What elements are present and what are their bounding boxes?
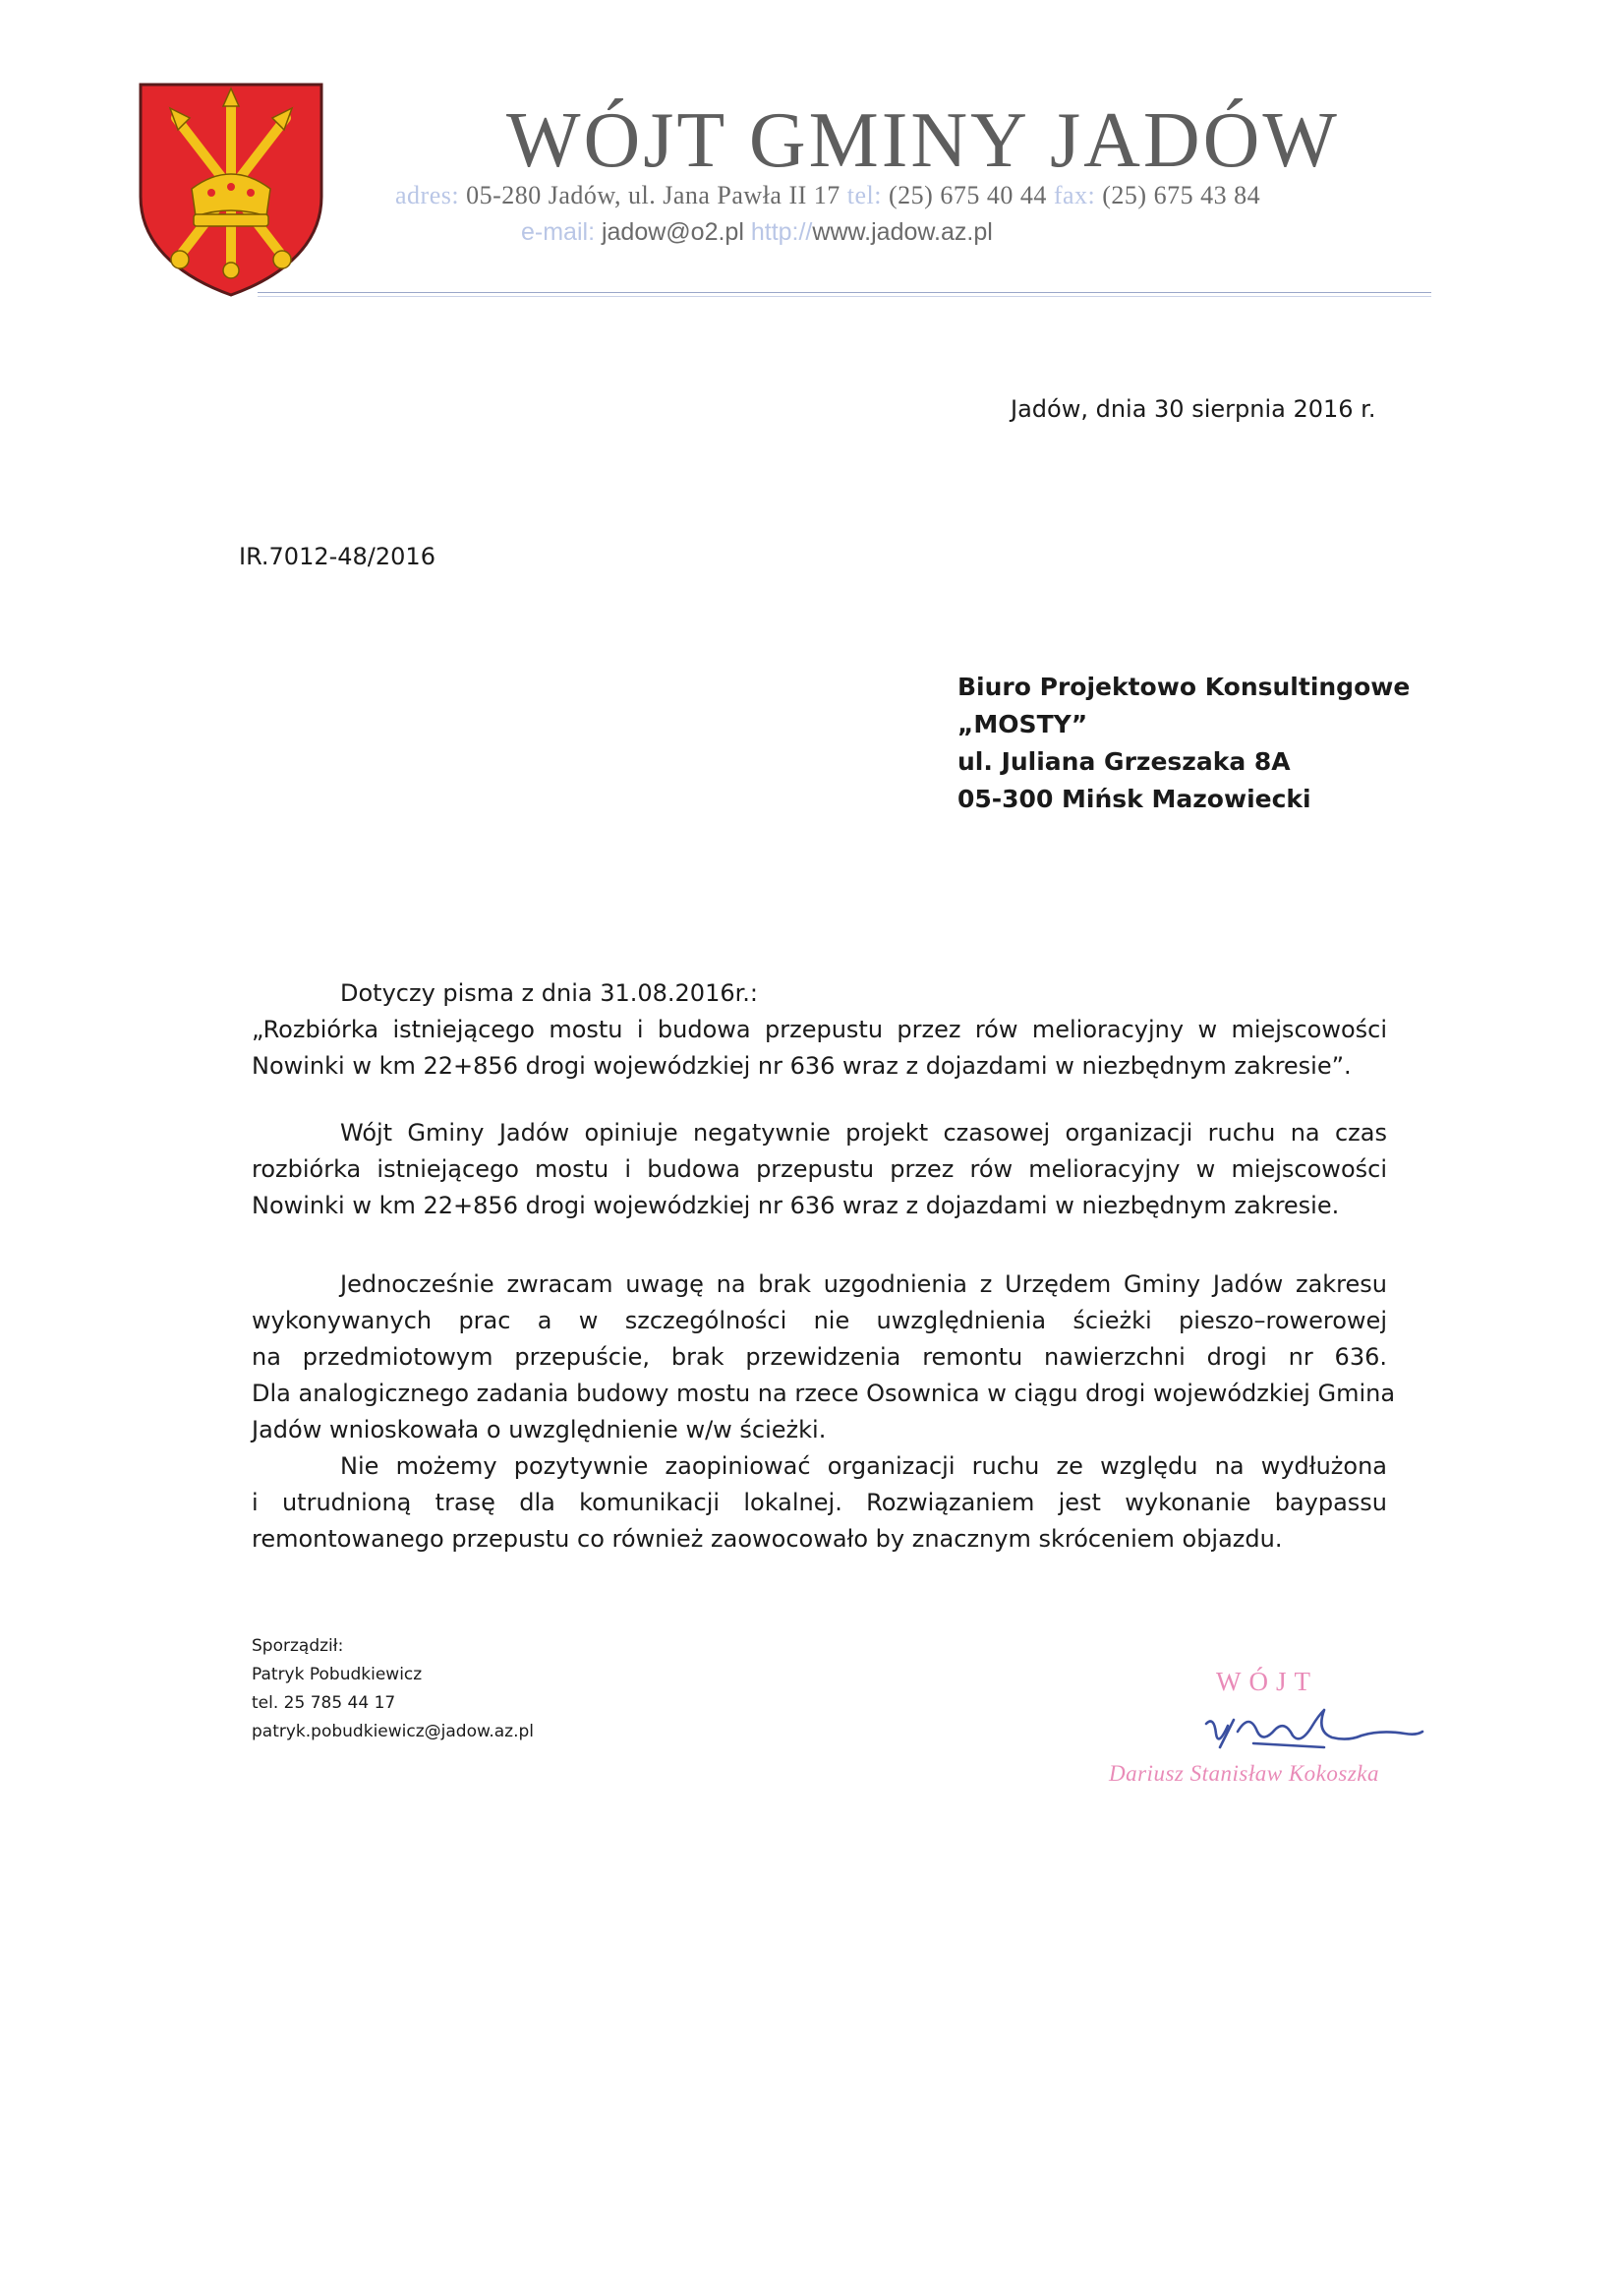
paragraph-line [252,1448,1387,1485]
subject-line-1: „Rozbiórka istniejącego mostu i budowa przepustu przez rów melioracyjny w miejscowości [252,1016,1387,1043]
letterhead-contact-line [395,181,1260,210]
paragraph-line: remontowanego przepustu co również zaowocowało by znacznym skróceniem objazdu. [252,1525,1283,1553]
letterhead-address: 05-280 Jadów, ul. Jana Pawła II 17 [466,181,840,209]
subject-intro [252,975,1387,1012]
signature-icon [1194,1686,1430,1765]
letterhead-website[interactable]: www.jadow.az.pl [812,218,993,246]
letterhead-tel: (25) 675 40 44 [889,181,1047,209]
letterhead-fax: (25) 675 43 84 [1102,181,1261,209]
address-label: adres: [395,181,460,209]
prepared-by-label: Sporządził: [252,1636,344,1656]
paragraph-line: i utrudnioną trasę dla komunikacji lokalnej. Rozwiązaniem jest wykonanie baypassu [252,1489,1387,1516]
subject-paragraph [252,975,1387,1085]
recipient-line-2: „MOSTY” [957,710,1088,738]
subject-intro-text: Dotyczy pisma z dnia 31.08.2016r.: [340,979,758,1007]
paragraph-opinion [252,1115,1387,1224]
paragraph-line-text: Wójt Gminy Jadów opiniuje negatywnie projekt czasowej organizacji ruchu na czas [340,1119,1387,1147]
paragraph-line: Nowinki w km 22+856 drogi wojewódzkiej nr 636 wraz z dojazdami w niezbędnym zakresie. [252,1192,1340,1219]
tel-label: tel: [846,181,882,209]
paragraph-line [252,1115,1387,1151]
letterhead-title: WÓJT GMINY JADÓW [506,97,1340,184]
paragraph-remarks [252,1266,1396,1448]
paragraph-line-text: Jednocześnie zwracam uwagę na brak uzgodnienia z Urzędem Gminy Jadów zakresu [340,1270,1387,1298]
letter-date: Jadów, dnia 30 sierpnia 2016 r. [1011,395,1376,423]
subject-line-2: Nowinki w km 22+856 drogi wojewódzkiej nr 636 wraz z dojazdami w niezbędnym zakresie”. [252,1052,1352,1080]
email-label: e-mail: [521,218,596,246]
paragraph-line-text: Nie możemy pozytywnie zaopiniować organizacji ruchu ze względu na wydłużona [340,1452,1387,1480]
prepared-by-email[interactable]: patryk.pobudkiewicz@jadow.az.pl [252,1722,534,1741]
recipient-address [957,669,1410,818]
paragraph-line [252,1266,1387,1303]
reference-number: IR.7012-48/2016 [239,543,435,570]
paragraph-line: na przedmiotowym przepuście, brak przewidzenia remontu nawierzchni drogi nr 636. [252,1343,1387,1371]
prepared-by-name: Patryk Pobudkiewicz [252,1665,423,1684]
paragraph-line: Jadów wnioskowała o uwzględnienie w/w ścieżki. [252,1416,827,1443]
letterhead-email[interactable]: jadow@o2.pl [601,218,744,246]
paragraph-line: wykonywanych prac a w szczególności nie uwzględnienia ścieżki pieszo–rowerowej [252,1307,1387,1334]
prepared-by-block [252,1632,534,1746]
coat-of-arms-icon [135,79,327,300]
paragraph-line: rozbiórka istniejącego mostu i budowa przepustu przez rów melioracyjny w miejscowości [252,1155,1387,1183]
recipient-line-3: ul. Juliana Grzeszaka 8A [957,747,1291,776]
paragraph-conclusion [252,1448,1387,1558]
stamp-name: Dariusz Stanisław Kokoszka [1109,1761,1379,1786]
prepared-by-phone: tel. 25 785 44 17 [252,1693,396,1713]
letterhead-divider [258,292,1431,297]
fax-label: fax: [1053,181,1096,209]
recipient-line-4: 05-300 Mińsk Mazowiecki [957,785,1311,813]
letterhead-web-line [521,218,993,247]
stamp-title: WÓJT [1216,1667,1318,1696]
web-label: http:// [750,218,813,246]
paragraph-line: Dla analogicznego zadania budowy mostu na rzece Osownica w ciągu drogi wojewódzkiej Gmina [252,1380,1396,1407]
recipient-line-1: Biuro Projektowo Konsultingowe [957,673,1411,701]
